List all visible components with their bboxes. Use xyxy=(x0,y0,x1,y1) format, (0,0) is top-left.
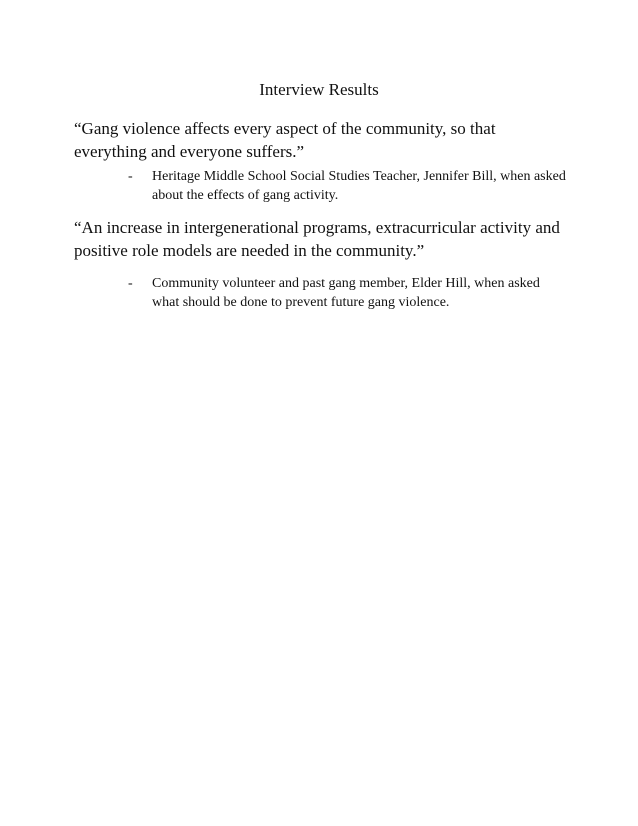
attribution-text: Community volunteer and past gang member, Elder Hill, when asked what should be done to prevent future gang violence. xyxy=(152,276,540,310)
page-title: Interview Results xyxy=(259,80,379,99)
attribution-text: Heritage Middle School Social Studies Teacher, Jennifer Bill, when asked about the effects of gang activity. xyxy=(152,169,566,203)
attribution-bullet: - xyxy=(128,276,133,291)
quote-attribution xyxy=(128,167,568,205)
attribution-bullet: - xyxy=(128,169,133,184)
quote-text: “An increase in intergenerational programs, extracurricular activity and positive role models are needed in the community.” xyxy=(74,218,560,260)
quote-text: “Gang violence affects every aspect of the community, so that everything and everyone suffers.” xyxy=(74,119,496,161)
quote-attribution xyxy=(128,274,568,312)
